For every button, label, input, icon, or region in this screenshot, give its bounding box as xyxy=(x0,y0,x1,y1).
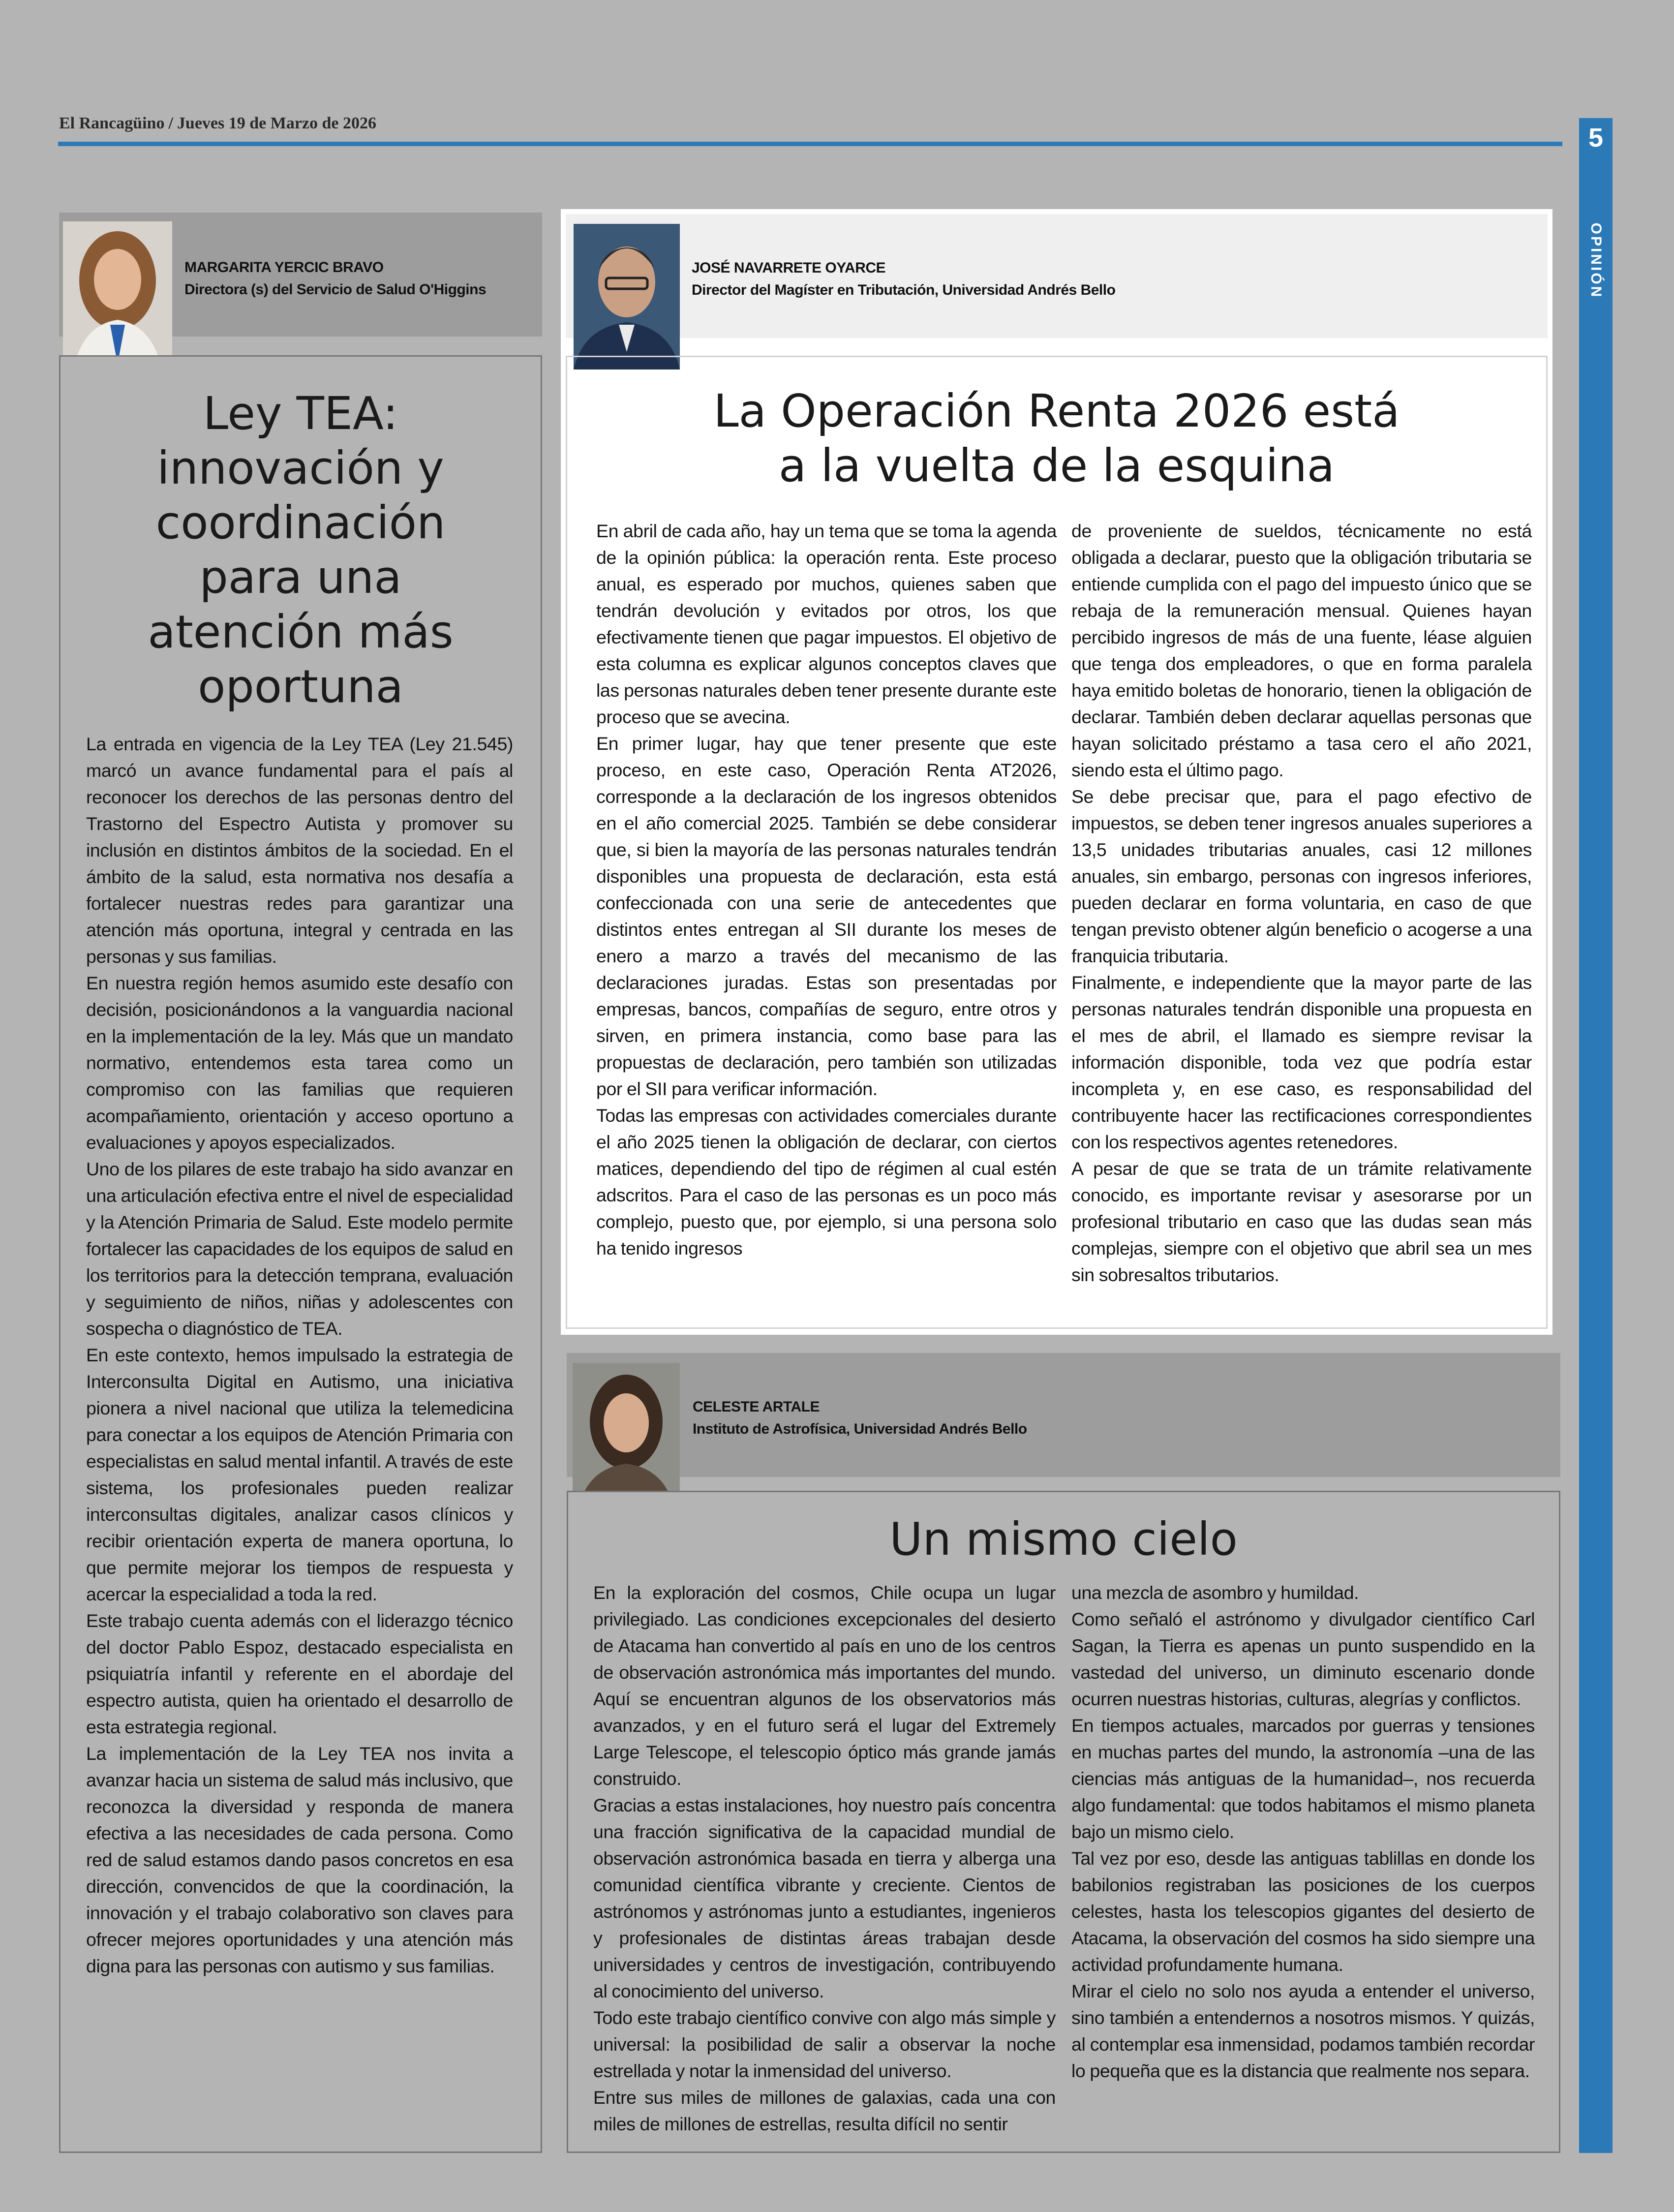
body-paragraph: A pesar de que se trata de un trámite relativamente conocido, es importante revisar y asesorarse por un profesional tributario en caso que las dudas sean más complejas, siempre con el objetivo que abril sea un mes sin sobresaltos tributarios. xyxy=(1071,1158,1532,1285)
page-number: 5 xyxy=(1588,123,1604,153)
left-article-box xyxy=(59,355,542,2153)
body-paragraph: Uno de los pilares de este trabajo ha sido avanzar en una articulación efectiva entre el nivel de especialidad y la Atención Primaria de Salud. Este modelo permite fortalecer las capacidades de los equipos de salud en los territorios para la detección temprana, evaluación y seguimiento de niños, niñas y adolescentes con sospecha o diagnóstico de TEA. xyxy=(86,1159,513,1339)
header-separator: / xyxy=(168,114,173,132)
section-sidebar xyxy=(1579,118,1613,2153)
author-photo-jose xyxy=(574,224,680,369)
body-paragraph: una mezcla de asombro y humildad. xyxy=(1071,1582,1359,1603)
left-author-bar xyxy=(59,213,542,337)
issue-date: Jueves 19 de Marzo de 2026 xyxy=(177,114,377,132)
title-line: La Operación Renta 2026 está xyxy=(713,385,1400,437)
title-line: innovación y xyxy=(157,442,444,494)
bottom-right-article-title xyxy=(568,1512,1559,1567)
title-line: atención más xyxy=(148,606,454,658)
title-line: Ley TEA: xyxy=(203,387,398,440)
body-paragraph: En primer lugar, hay que tener presente que este proceso, en este caso, Operación Renta AT2026, corresponde a la declaración de los ingresos obtenidos en el año comercial 2025. También se debe considerar que, si bien la mayoría de las personas naturales tendrán disponibles una propuesta de declaración, esta está confeccionada con una serie de antecedentes que distintos entes entregan al SII durante los meses de enero a marzo a través del mecanismo de las declaraciones juradas. Estas son presentadas por empresas, bancos, compañías de seguro, entre otros y sirven, en primera instancia, como base para las propuestas de declaración, pero también son utilizadas por el SII para verificar información. xyxy=(596,733,1057,1099)
author-name: CELESTE ARTALE xyxy=(693,1399,820,1415)
top-right-article-title xyxy=(566,384,1548,493)
newspaper-header xyxy=(59,114,376,133)
author-name: JOSÉ NAVARRETE OYARCE xyxy=(692,260,886,276)
top-right-column-1 xyxy=(596,518,1057,1261)
title-line: oportuna xyxy=(198,660,403,713)
top-right-column-2 xyxy=(1071,518,1532,1288)
body-paragraph: Este trabajo cuenta además con el liderazgo técnico del doctor Pablo Espoz, destacado especialista en psiquiatría infantil y referente en el abordaje del espectro autista, quien ha orientado el desarrollo de esta estrategia regional. xyxy=(86,1610,513,1737)
body-paragraph: Todas las empresas con actividades comerciales durante el año 2025 tienen la obligación de declarar, con ciertos matices, dependiendo del tipo de régimen al cual estén adscritos. Para el caso de las personas es un poco más complejo, puesto que, por ejemplo, si una persona solo ha tenido ingresos xyxy=(596,1105,1057,1259)
bottom-right-author-bar xyxy=(567,1353,1560,1477)
author-role: Instituto de Astrofísica, Universidad Andrés Bello xyxy=(693,1421,1027,1437)
body-paragraph: Como señaló el astrónomo y divulgador científico Carl Sagan, la Tierra es apenas un punto suspendido en la vastedad del universo, un diminuto escenario donde ocurren nuestras historias, culturas, alegrías y conflictos. xyxy=(1071,1609,1535,1709)
body-paragraph: Se debe precisar que, para el pago efectivo de impuestos, se deben tener ingresos anuales superiores a 13,5 unidades tributarias anuales, casi 12 millones anuales, sin embargo, personas con ingresos inferiores, pueden declarar en forma voluntaria, en caso de que tengan previsto obtener algún beneficio o acogerse a una franquicia tributaria. xyxy=(1071,786,1532,966)
title-line: para una xyxy=(199,551,402,604)
author-photo-celeste xyxy=(573,1363,680,1508)
author-photo-margarita xyxy=(63,221,172,371)
body-paragraph: Tal vez por eso, desde las antiguas tablillas en donde los babilonios registraban las posiciones de los cuerpos celestes, hasta los telescopios gigantes del desierto de Atacama, la observación del cosmos ha sido siempre una actividad profundamente humana. xyxy=(1071,1848,1535,1975)
left-article-title xyxy=(61,386,541,714)
body-paragraph: Gracias a estas instalaciones, hoy nuestro país concentra una fracción significativa de la capacidad mundial de observación astronómica basada en tierra y alberga una comunidad científica vibrante y creciente. Cientos de astrónomos y astrónomas junto a estudiantes, ingenieros y profesionales de distintas áreas trabajan desde universidades y centros de investigación, contribuyendo al conocimiento del universo. xyxy=(593,1795,1056,2001)
section-label-text: OPINIÓN xyxy=(1588,222,1604,299)
top-right-author-bar xyxy=(566,214,1548,338)
body-paragraph: La implementación de la Ley TEA nos invita a avanzar hacia un sistema de salud más inclusivo, que reconozca la diversidad y responda de manera efectiva a las necesidades de cada persona. Como red de salud estamos dando pasos concretos en esa dirección, convencidos de que la coordinación, la innovación y el trabajo colaborativo son claves para ofrecer mejores oportunidades y una atención más digna para las personas con autismo y sus familias. xyxy=(86,1743,513,1976)
header-rule xyxy=(58,142,1562,146)
body-paragraph: Todo este trabajo científico convive con algo más simple y universal: la posibilidad de salir a observar la noche estrellada y notar la inmensidad del universo. xyxy=(593,2007,1056,2081)
bottom-right-column-1 xyxy=(593,1579,1056,2137)
author-role: Directora (s) del Servicio de Salud O'Higgins xyxy=(184,281,487,298)
title-line: Un mismo cielo xyxy=(889,1513,1238,1566)
body-paragraph: En la exploración del cosmos, Chile ocupa un lugar privilegiado. Las condiciones excepcionales del desierto de Atacama han convertido al país en uno de los centros de observación astronómica más importantes del mundo. Aquí se encuentran algunos de los observatorios más avanzados, y en el futuro será el lugar del Extremely Large Telescope, el telescopio óptico más grande jamás construido. xyxy=(593,1582,1056,1789)
body-paragraph: La entrada en vigencia de la Ley TEA (Ley 21.545) marcó un avance fundamental para el país al reconocer los derechos de las personas dentro del Trastorno del Espectro Autista y promover su inclusión en distintos ámbitos de la sociedad. En el ámbito de la salud, esta normativa nos desafía a fortalecer nuestras redes para garantizar una atención más oportuna, integral y centrada en las personas y sus familias. xyxy=(86,734,513,967)
body-paragraph: Finalmente, e independiente que la mayor parte de las personas naturales tendrán disponible una propuesta en el mes de abril, el llamado es siempre revisar la información disponible, toda vez que podría estar incompleta y, en ese caso, es responsabilidad del contribuyente hacer las rectificaciones correspondientes con los respectivos agentes retenedores. xyxy=(1071,972,1532,1152)
author-name: MARGARITA YERCIC BRAVO xyxy=(184,259,384,276)
newspaper-name: El Rancagüino xyxy=(59,114,165,132)
body-paragraph: En abril de cada año, hay un tema que se toma la agenda de la opinión pública: la operación renta. Este proceso anual, es esperado por muchos, quienes saben que tendrán devolución y evitados por otros, los que efectivamente tienen que pagar impuestos. El objetivo de esta columna es explicar algunos conceptos claves que las personas naturales deben tener presente durante este proceso que se avecina. xyxy=(596,521,1057,727)
section-label xyxy=(1579,207,1613,315)
bottom-right-column-2 xyxy=(1071,1579,1535,2084)
body-paragraph: En tiempos actuales, marcados por guerras y tensiones en muchas partes del mundo, la astronomía –una de las ciencias más antiguas de la humanidad–, nos recuerda algo fundamental: que todos habitamos el mismo planeta bajo un mismo cielo. xyxy=(1071,1715,1535,1842)
body-paragraph: Entre sus miles de millones de galaxias, cada una con miles de millones de estrellas, resulta difícil no sentir xyxy=(593,2087,1056,2134)
author-role: Director del Magíster en Tributación, Universidad Andrés Bello xyxy=(692,282,1116,298)
body-paragraph: de proveniente de sueldos, técnicamente no está obligada a declarar, puesto que la obligación tributaria se entiende cumplida con el pago del impuesto único que se rebaja de la remuneración mensual. Quienes hayan percibido ingresos de más de una fuente, léase alguien que tenga dos empleadores, o que en forma paralela haya emitido boletas de honorario, tienen la obligación de declarar. También deben declarar aquellas personas que hayan solicitado préstamo a tasa cero el año 2021, siendo esta el último pago. xyxy=(1071,521,1532,780)
left-article-body xyxy=(86,731,513,1979)
title-line: a la vuelta de la esquina xyxy=(778,439,1335,492)
title-line: coordinación xyxy=(155,496,446,549)
body-paragraph: En este contexto, hemos impulsado la estrategia de Interconsulta Digital en Autismo, una iniciativa pionera a nivel nacional que utiliza la telemedicina para conectar a los equipos de Atención Primaria con especialistas en salud mental infantil. A través de este sistema, los profesionales pueden realizar interconsultas digitales, analizar casos clínicos y recibir orientación experta de manera oportuna, lo que permite mejorar los tiempos de respuesta y acercar la especialidad a toda la red. xyxy=(86,1345,513,1604)
body-paragraph: En nuestra región hemos asumido este desafío con decisión, posicionándonos a la vanguardia nacional en la implementación de la ley. Más que un mandato normativo, entendemos esta tarea como un compromiso con las familias que requieren acompañamiento, orientación y acceso oportuno a evaluaciones y apoyos especializados. xyxy=(86,973,513,1153)
body-paragraph: Mirar el cielo no solo nos ayuda a entender el universo, sino también a entendernos a nosotros mismos. Y quizás, al contemplar esa inmensidad, podamos también recordar lo pequeña que es la distancia que realmente nos separa. xyxy=(1071,1981,1535,2081)
